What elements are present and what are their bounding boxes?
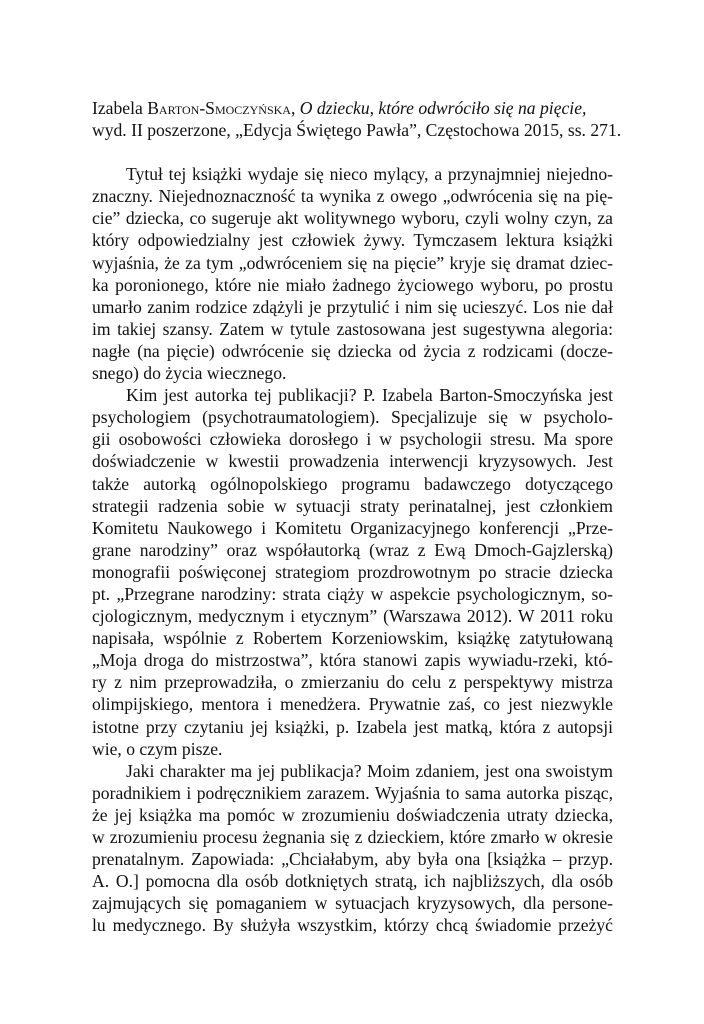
paragraph [92,384,613,760]
text-line: psychologiem (psychotraumatologiem). Specjalizuje się w psycholo- [92,407,613,428]
text-line: Komitetu Naukowego i Komitetu Organizacyjnego konferencji „Prze- [92,517,613,538]
text-line: w zrozumieniu procesu żegnania się z dzieckiem, które zmarło w okresie [92,827,613,847]
text-line: cie” dziecka, co sugeruje akt wolitywnego wyboru, czyli wolny czyn, za [92,208,613,229]
text-line: doświadczenie w kwestii prowadzenia interwencji kryzysowych. Jest [92,451,613,472]
text-line: napisała, wspólnie z Robertem Korzeniowskim, książkę zatytułowaną [92,628,613,649]
text-line: także autorką ogólnopolskiego programu badawczego dotyczącego [92,473,613,494]
text-line: olimpijskiego, mentora i menedżera. Prywatnie zaś, co jest niezwykle [92,694,613,715]
text-line: Jaki charakter ma jej publikacja? Moim zdaniem, jest ona swoistym [126,760,613,781]
text-line: umarło zanim rodzice zdążyli je przytulić i nim się ucieszyć. Los nie dał [92,296,613,317]
text-line: zajmujących się pomaganiem w sytuacjach kryzysowych, dla persone- [92,893,613,914]
text-line: cjologicznym, medycznym i etycznym” (Warszawa 2012). W 2011 roku [92,606,613,627]
text-line: istotne przy czytaniu jej książki, p. Izabela jest matką, która z autopsji [92,716,613,737]
text-line: że jej książka ma pomóc w zrozumieniu doświadczenia utraty dziecka, [92,804,613,825]
text-line: znaczny. Niejednoznaczność ta wynika z owego „odwrócenia się na pię- [92,186,613,207]
text-block [92,97,622,936]
text-line: nagłe (na pięcie) odwrócenie się dziecka od życia z rodzicami (docze- [92,340,613,361]
text-line: ka poronionego, które nie miało żadnego życiowego wyboru, po prostu [92,274,613,295]
text-line: strategii radzenia sobie w sytuacji straty perinatalnej, jest członkiem [92,495,613,516]
paragraph [92,163,613,384]
header-separator: , [290,98,300,118]
header-line-2: wyd. II poszerzone, „Edycja Świętego Pawła”, Częstochowa 2015, ss. 271. [92,120,622,141]
text-line: Kim jest autorka tej publikacji? P. Izabela Barton-Smoczyńska jest [126,385,613,406]
text-line: ry z nim przeprowadziła, o zmierzaniu do celu z perspektywy mistrza [92,672,613,693]
review-body [92,163,613,936]
author-last-name: Barton-Smoczyńska [147,98,291,118]
text-line: pt. „Przegrane narodziny: strata ciąży w aspekcie psychologicznym, so- [92,583,613,604]
text-line: prenatalnym. Zapowiada: „Chciałabym, aby była ona [książka – przyp. [92,849,613,870]
author-first-name: Izabela [92,98,148,118]
text-line: snego) do życia wiecznego. [92,363,287,384]
text-line: wyjaśnia, że za tym „odwróceniem się na pięcie” kryje się dramat dziec- [92,252,613,273]
text-line: gii osobowości człowieka dorosłego i w psychologii stresu. Ma spore [92,429,613,450]
text-line: lu medycznego. By służyła wszystkim, którzy chcą świadomie przeżyć [92,915,613,936]
text-line: grane narodziny” oraz współautorką (wraz z Ewą Dmoch-Gajzlerską) [92,539,613,560]
paragraph [92,760,613,937]
text-line: wie, o czym pisze. [92,738,223,759]
book-title: O dziecku, które odwróciło się na pięcie, [299,98,587,118]
bibliographic-header [92,97,622,141]
text-line: monografii poświęconej strategiom prozdrowotnym po stracie dziecka [92,561,613,582]
text-line: im takiej szansy. Zatem w tytule zastosowana jest sugestywna alegoria: [92,318,613,339]
text-line: A. O.] pomocna dla osób dotkniętych stratą, ich najbliższych, dla osób [92,871,613,892]
text-line: Tytuł tej książki wydaje się nieco mylący, a przynajmniej niejedno- [126,164,613,185]
header-line-1 [92,97,613,119]
text-line: który odpowiedzialny jest człowiek żywy. Tymczasem lektura książki [92,230,613,251]
text-line: „Moja droga do mistrzostwa”, która stanowi zapis wywiadu-rzeki, któ- [92,650,613,671]
text-line: poradnikiem i podręcznikiem zarazem. Wyjaśnia to sama autorka pisząc, [92,782,613,803]
